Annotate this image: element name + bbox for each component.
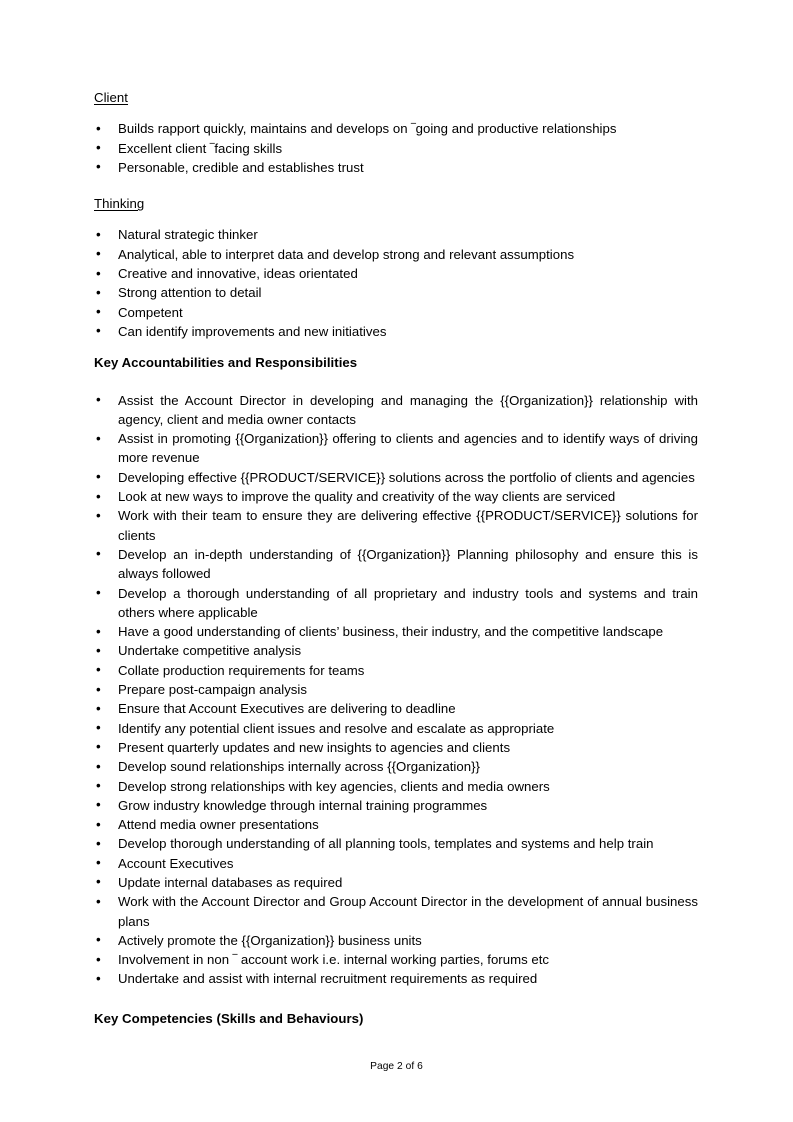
spacer	[94, 177, 698, 194]
list-item: • Assist the Account Director in developing and managing the {{Organization}} relationship with agency, client and media owner contacts	[94, 391, 698, 430]
list-item: • Work with the Account Director and Group Account Director in the development of annual business plans	[94, 892, 698, 931]
list-item: • Look at new ways to improve the quality and creativity of the way clients are serviced	[94, 487, 698, 506]
list-item: • Involvement in non ‾ account work i.e. internal working parties, forums etc	[94, 950, 698, 969]
list-item: • Collate production requirements for teams	[94, 661, 698, 680]
list-item: • Creative and innovative, ideas orientated	[94, 264, 698, 283]
document-body	[94, 88, 698, 1028]
list-item: • Attend media owner presentations	[94, 815, 698, 834]
section-heading-key-competencies: Key Competencies (Skills and Behaviours)	[94, 1010, 364, 1026]
list-item: • Analytical, able to interpret data and develop strong and relevant assumptions	[94, 245, 698, 264]
list-item: • Developing effective {{PRODUCT/SERVICE}} solutions across the portfolio of clients and agencies	[94, 468, 698, 487]
list-item: • Prepare post-campaign analysis	[94, 680, 698, 699]
list-item: • Develop an in-depth understanding of {{Organization}} Planning philosophy and ensure this is always followed	[94, 545, 698, 584]
list-item: • Can identify improvements and new initiatives	[94, 322, 698, 341]
section-heading-thinking-text: Thinking	[94, 196, 145, 212]
spacer	[94, 373, 698, 391]
spacer	[94, 341, 698, 353]
list-item: • Assist in promoting {{Organization}} offering to clients and agencies and to identify ways of driving more revenue	[94, 429, 698, 468]
list-item: • Actively promote the {{Organization}} business units	[94, 931, 698, 950]
list-item: • Ensure that Account Executives are delivering to deadline	[94, 699, 698, 718]
list-item: • Develop strong relationships with key agencies, clients and media owners	[94, 777, 698, 796]
list-item: • Grow industry knowledge through internal training programmes	[94, 796, 698, 815]
thinking-bullet-list	[94, 225, 698, 341]
list-item: • Personable, credible and establishes trust	[94, 158, 698, 177]
list-item: • Builds rapport quickly, maintains and develops on ‾going and productive relationships	[94, 119, 698, 138]
list-item: • Update internal databases as required	[94, 873, 698, 892]
list-item: • Develop a thorough understanding of all proprietary and industry tools and systems and train others where applicable	[94, 584, 698, 623]
section-heading-client	[94, 88, 698, 107]
list-item: • Identify any potential client issues and resolve and escalate as appropriate	[94, 719, 698, 738]
list-item: • Competent	[94, 303, 698, 322]
client-bullet-list	[94, 119, 698, 177]
accountabilities-bullet-list	[94, 391, 698, 989]
section-heading-key-accountabilities: Key Accountabilities and Responsibilities	[94, 355, 358, 371]
list-item: • Account Executives	[94, 854, 698, 873]
spacer	[94, 989, 698, 1009]
list-item: • Present quarterly updates and new insights to agencies and clients	[94, 738, 698, 757]
list-item: • Natural strategic thinker	[94, 225, 698, 244]
list-item: • Undertake competitive analysis	[94, 641, 698, 660]
section-heading-client-text: Client	[94, 90, 129, 105]
page-footer: Page 2 of 6	[370, 1061, 423, 1072]
list-item: • Develop thorough understanding of all planning tools, templates and systems and help train	[94, 834, 698, 853]
list-item: • Strong attention to detail	[94, 283, 698, 302]
list-item: • Have a good understanding of clients’ business, their industry, and the competitive landscape	[94, 622, 698, 641]
list-item: • Undertake and assist with internal recruitment requirements as required	[94, 969, 698, 988]
section-heading-thinking	[94, 194, 698, 213]
list-item: • Develop sound relationships internally across {{Organization}}	[94, 757, 698, 776]
list-item: • Excellent client ‾facing skills	[94, 139, 698, 158]
list-item: • Work with their team to ensure they are delivering effective {{PRODUCT/SERVICE}} solutions for clients	[94, 506, 698, 545]
